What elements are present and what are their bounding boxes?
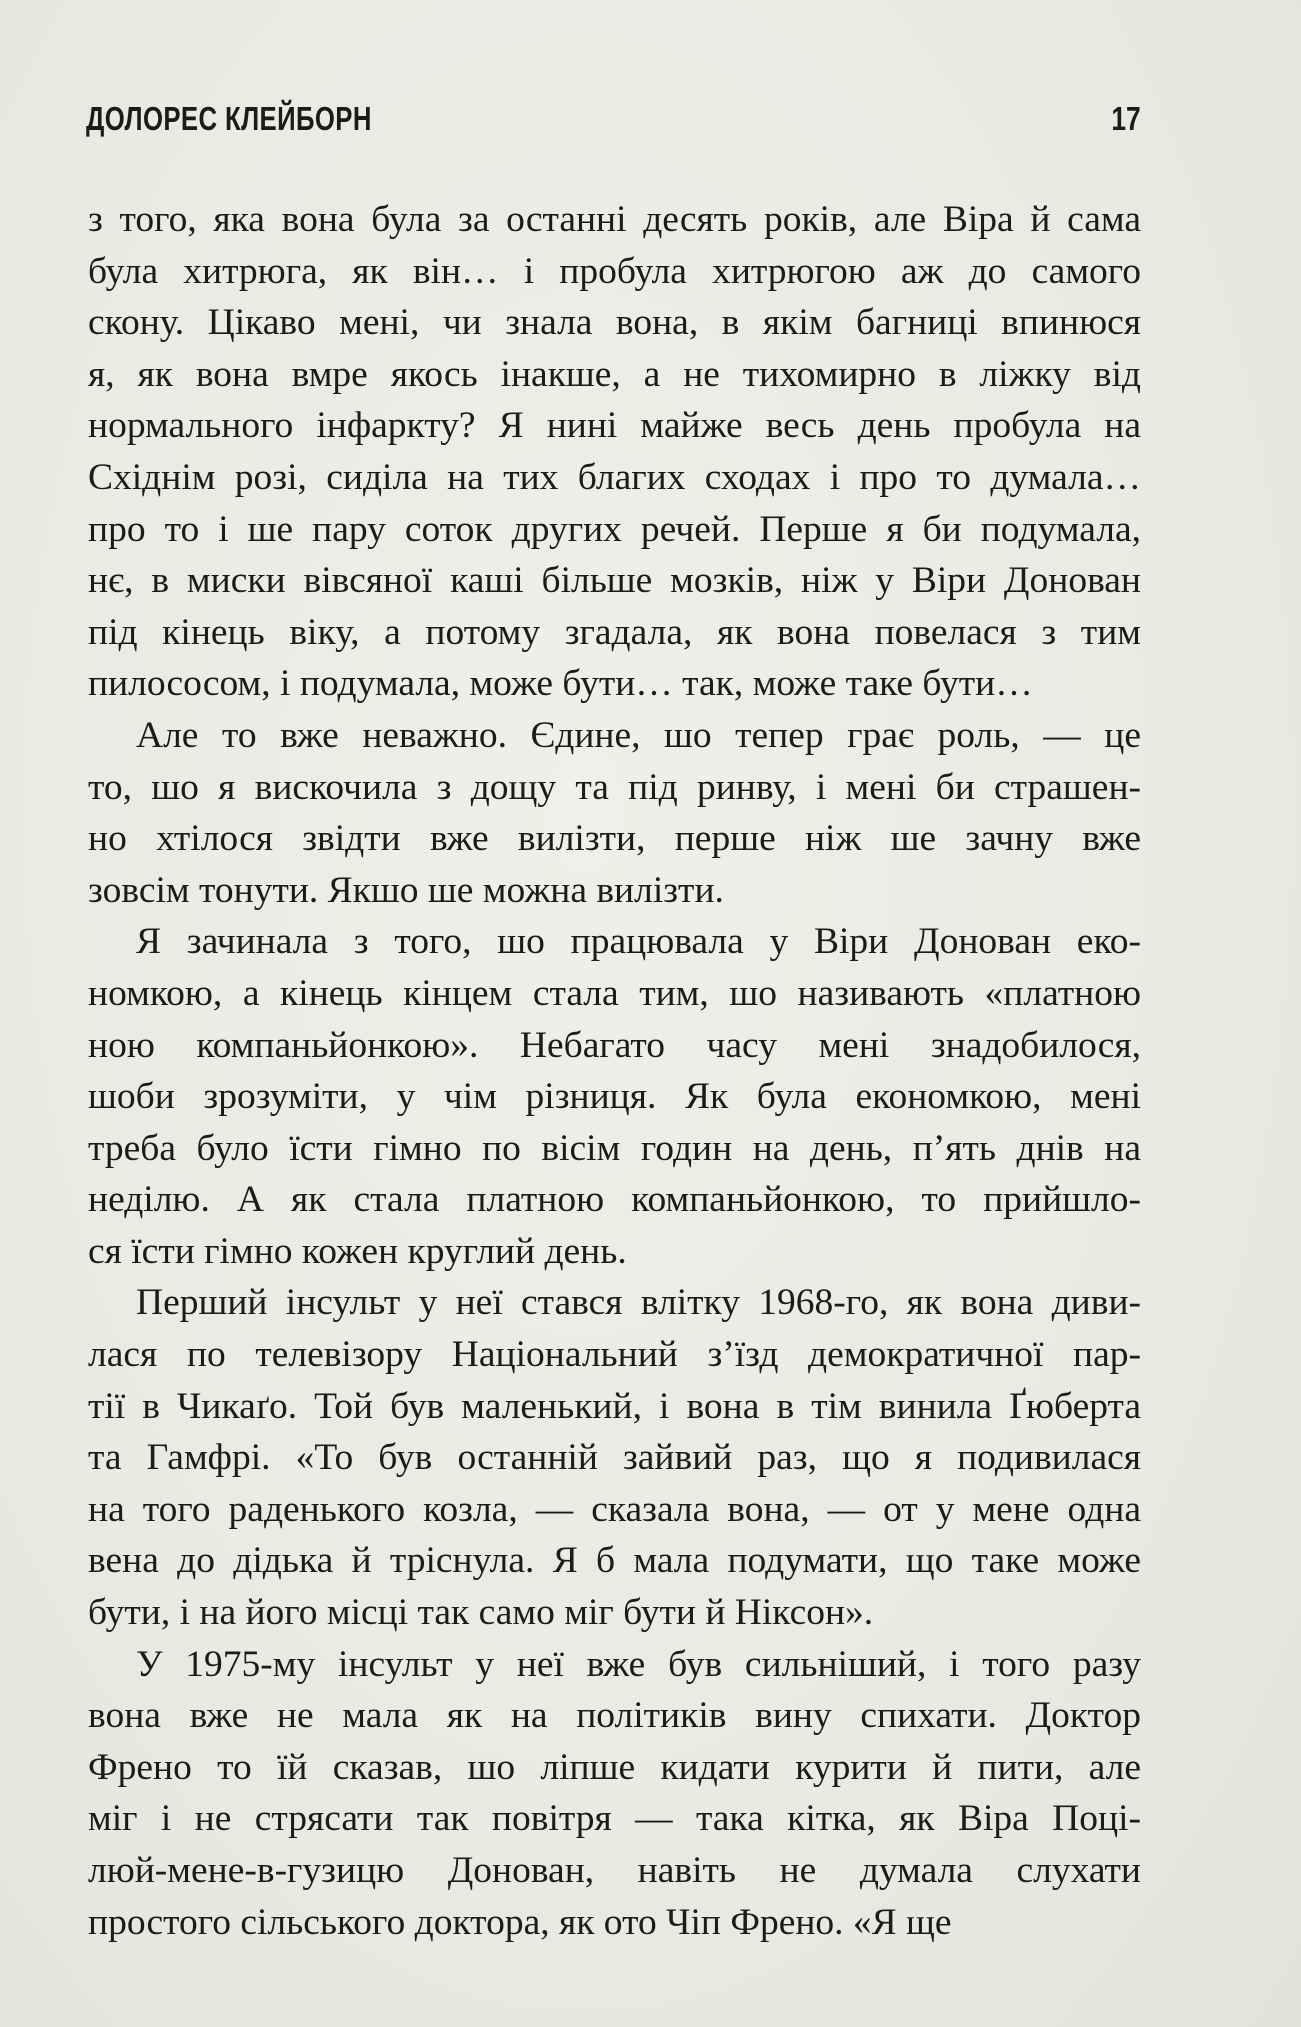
text-line: Перший інсульт у неї стався влітку 1968-го, як вона диви- — [136, 1282, 1141, 1324]
page-number: 17 — [1111, 100, 1141, 137]
paragraph — [88, 916, 1141, 1277]
text-line: шоби зрозуміти, у чім різниця. Як була економкою, мені — [88, 1076, 1141, 1118]
text-line: лася по телевізору Національний з’їзд демократичної пар- — [88, 1334, 1141, 1376]
text-line: вона вже не мала як на політиків вину спихати. Доктор — [88, 1695, 1141, 1737]
text-line: Але то вже неважно. Єдине, шо тепер грає роль, — це — [136, 714, 1141, 756]
text-line: Френо то їй сказав, шо ліпше кидати курити й пити, але — [88, 1746, 1141, 1788]
text-line: нє, в миски вівсяної каші більше мозків, ніж у Віри Донован — [88, 560, 1141, 602]
text-line: про то і ше пару соток других речей. Перше я би подумала, — [88, 508, 1141, 550]
text-line: ною компаньйонкою». Небагато часу мені знадобилося, — [88, 1024, 1141, 1066]
body-text — [88, 194, 1141, 1948]
text-line: тії в Чикаґо. Той був маленький, і вона в тім винила Ґюберта — [88, 1385, 1141, 1427]
paragraph — [88, 1277, 1141, 1638]
text-line: зовсім тонути. Якшо ше можна вилізти. — [88, 869, 724, 911]
text-line: Я зачинала з того, шо працювала у Віри Донован еко- — [136, 921, 1141, 963]
paragraph — [88, 1639, 1141, 1949]
text-line: на того раденького козла, — сказала вона, — от у мене одна — [88, 1488, 1141, 1530]
text-line: та Гамфрі. «То був останній зайвий раз, що я подивилася — [88, 1437, 1141, 1479]
text-line: ся їсти гімно кожен круглий день. — [88, 1230, 627, 1272]
text-line: Східнім розі, сиділа на тих благих сходах і про то думала… — [88, 456, 1141, 498]
text-line: скону. Цікаво мені, чи знала вона, в якім багниці впинюся — [88, 302, 1141, 344]
text-line: вена до дідька й тріснула. Я б мала подумати, що таке може — [88, 1540, 1141, 1582]
text-line: була хитрюга, як він… і пробула хитрюгою аж до самого — [88, 250, 1141, 292]
text-line: люй-мене-в-гузицю Донован, навіть не думала слухати — [88, 1850, 1141, 1891]
text-line: то, шо я вискочила з дощу та під ринву, і мені би страшен- — [88, 766, 1141, 808]
running-head — [86, 100, 1141, 150]
text-line: пилососом, і подумала, може бути… так, може таке бути… — [88, 663, 1033, 705]
text-line: з того, яка вона була за останні десять років, але Віра й сама — [88, 199, 1141, 240]
text-line: бути, і на його місці так само міг бути й Ніксон». — [88, 1592, 874, 1634]
text-line: під кінець віку, а потому згадала, як вона повелася з тим — [88, 611, 1141, 653]
text-line: треба було їсти гімно по вісім годин на день, п’ять днів на — [88, 1127, 1141, 1169]
text-line: У 1975-му інсульт у неї вже був сильніший, і того разу — [136, 1643, 1141, 1685]
paragraph — [88, 710, 1141, 916]
text-line: неділю. А як стала платною компаньйонкою, то прийшло- — [88, 1179, 1141, 1221]
text-line: нормального інфаркту? Я нині майже весь день пробула на — [88, 405, 1141, 447]
paragraph — [88, 194, 1141, 710]
text-line: но хтілося звідти вже вилізти, перше ніж ше зачну вже — [88, 818, 1141, 860]
text-line: простого сільського доктора, як ото Чіп Френо. «Я ще — [88, 1901, 952, 1943]
text-line: номкою, а кінець кінцем стала тим, шо називають «платною — [88, 972, 1141, 1014]
text-line: я, як вона вмре якось інакше, а не тихомирно в ліжку від — [88, 353, 1141, 395]
text-line: міг і не стрясати так повітря — така кітка, як Віра Поці- — [88, 1798, 1141, 1840]
book-title: ДОЛОРЕС КЛЕЙБОРН — [86, 100, 372, 137]
